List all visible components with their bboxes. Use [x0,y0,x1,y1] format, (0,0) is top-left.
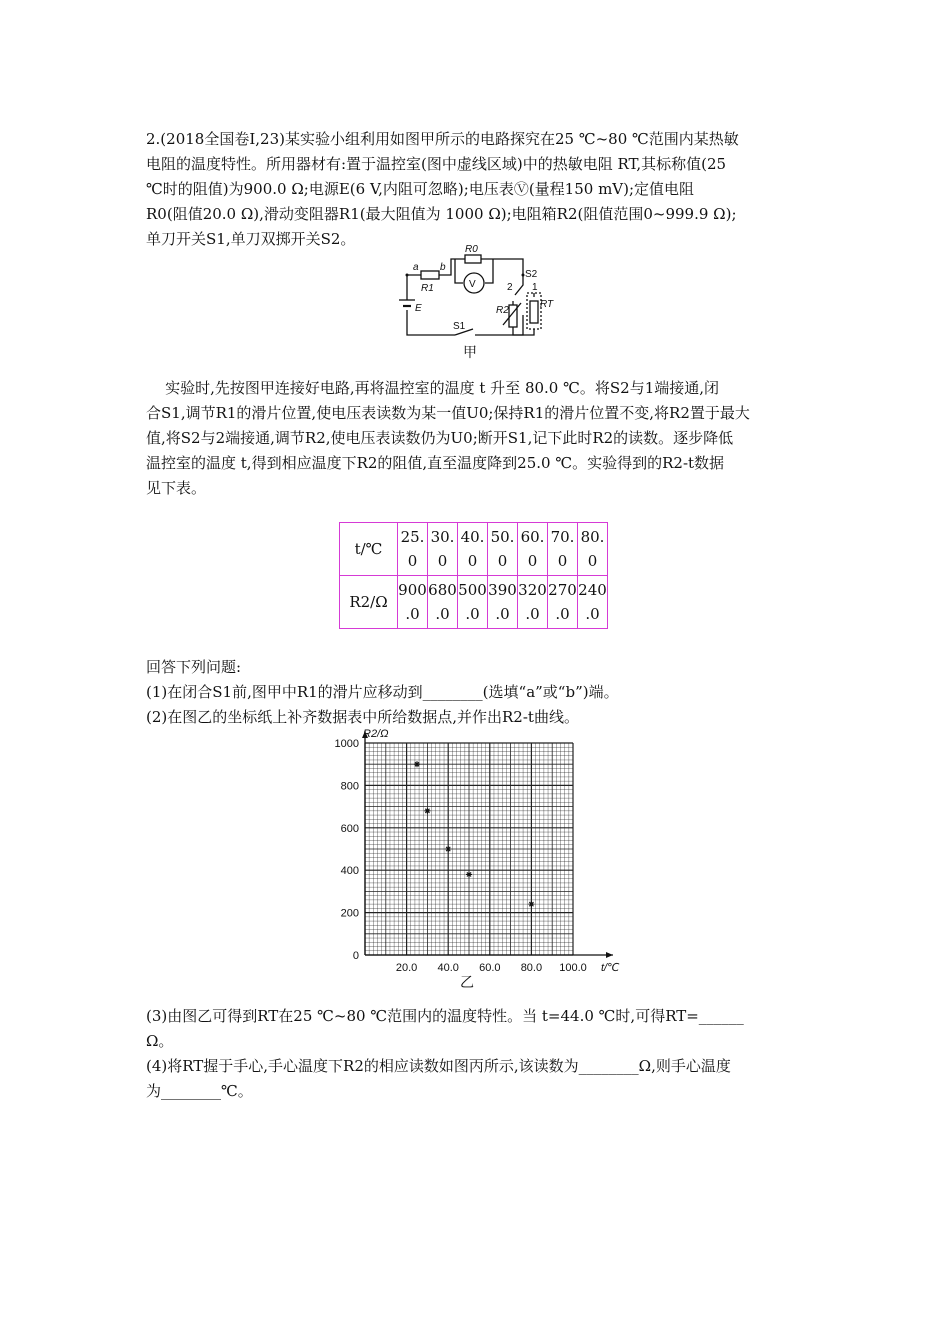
table-cell: 50. 0 [488,523,518,576]
table-cell: 500 .0 [458,576,488,629]
table-cell: 680 .0 [428,576,458,629]
sub-question-3: (3)由图乙可得到RT在25 ℃~80 ℃范围内的温度特性。当 t=44.0 ℃时,可得RT=______ [146,1007,744,1025]
table-row-t [340,523,608,576]
x-tick-label: 60.0 [479,962,501,974]
circuit-diagram [395,245,565,355]
data-point [424,808,430,814]
table-cell: 240 .0 [578,576,608,629]
data-point [466,871,472,877]
sub-question-2: (2)在图乙的坐标纸上补齐数据表中所给数据点,并作出R2-t曲线。 [146,708,579,726]
procedure-line: 实验时,先按图甲连接好电路,再将温控室的温度 t 升至 80.0 ℃。将S2与1端接通,闭 [146,379,720,397]
y-tick-label: 800 [340,780,359,793]
voltmeter-label: V [469,279,476,290]
y-tick-label: 200 [340,907,359,920]
x-tick-label: 80.0 [520,962,543,974]
circuit-caption: 甲 [463,345,477,361]
y-axis-label: R2/Ω [363,728,389,740]
intro-line: R0(阻值20.0 Ω),滑动变阻器R1(最大阻值为 1000 Ω);电阻箱R2(阻值范围0~999.9 Ω); [146,205,737,223]
sub-question-3-unit: Ω。 [146,1032,174,1050]
y-tick-label: 600 [340,822,359,835]
table-row-r [340,576,608,629]
label-e: E [415,303,422,314]
terminal-2: 2 [507,282,513,293]
sub-question-1: (1)在闭合S1前,图甲中R1的滑片应移动到________(选填“a”或“b”)端。 [146,683,619,701]
y-tick-label: 1000 [334,738,359,750]
table-cell: 60. 0 [518,523,548,576]
procedure-line: 见下表。 [146,479,207,497]
procedure-line: 值,将S2与2端接通,调节R2,使电压表读数仍为U0;断开S1,记下此时R2的读数。逐步降低 [146,429,734,447]
x-tick-label: 40.0 [437,962,459,974]
data-point [528,901,534,907]
sub-question-4-end: 为________℃。 [146,1082,253,1100]
label-r0: R0 [465,245,478,255]
y-tick-label: 400 [340,865,359,878]
intro-line: 单刀开关S1,单刀双掷开关S2。 [146,230,356,248]
table-cell: 25. 0 [398,523,428,576]
procedure-line: 合S1,调节R1的滑片位置,使电压表读数为某一值U0;保持R1的滑片位置不变,将R2置于最大 [146,404,750,422]
chart-caption: 乙 [460,975,474,991]
procedure-line: 温控室的温度 t,得到相应温度下R2的阻值,直至温度降到25.0 ℃。实验得到的R2-t数据 [146,454,725,472]
table-cell: 30. 0 [428,523,458,576]
intro-line: 电阻的温度特性。所用器材有:置于温控室(图中虚线区域)中的热敏电阻 RT,其标称值(25 [146,155,727,173]
label-r2: R2 [496,305,509,316]
label-a: a [413,262,419,273]
label-s2: S2 [525,269,538,280]
table-cell: 70. 0 [548,523,578,576]
data-point [414,761,420,767]
table-cell: 40. 0 [458,523,488,576]
terminal-1: 1 [532,282,538,293]
label-rt: RT [540,299,554,310]
x-axis-label: t/℃ [601,962,620,974]
intro-line: ℃时的阻值)为900.0 Ω;电源E(6 V,内阻可忽略);电压表Ⓥ(量程150 mV);定值电阻 [146,180,695,198]
graph-paper-chart [320,725,630,995]
answer-prompt: 回答下列问题: [146,658,242,676]
table-header-r: R2/Ω [340,576,398,629]
table-cell: 390 .0 [488,576,518,629]
label-r1: R1 [421,283,434,294]
sub-question-4: (4)将RT握于手心,手心温度下R2的相应读数如图丙所示,该读数为________Ω,则手心温度 [146,1057,731,1075]
label-s1: S1 [453,321,466,332]
intro-line: 2.(2018全国卷Ⅰ,23)某实验小组利用如图甲所示的电路探究在25 ℃~80 ℃范围内某热敏 [146,130,739,148]
table-cell: 270 .0 [548,576,578,629]
x-tick-label: 20.0 [395,962,418,974]
table-cell: 80. 0 [578,523,608,576]
table-cell: 900 .0 [398,576,428,629]
x-axis-arrow [606,952,613,958]
data-table [339,522,608,629]
data-point [445,846,451,852]
table-cell: 320 .0 [518,576,548,629]
label-b: b [440,262,446,273]
x-tick-label: 100.0 [559,962,587,974]
y-tick-label: 0 [352,950,359,962]
table-header-t: t/℃ [340,523,398,576]
